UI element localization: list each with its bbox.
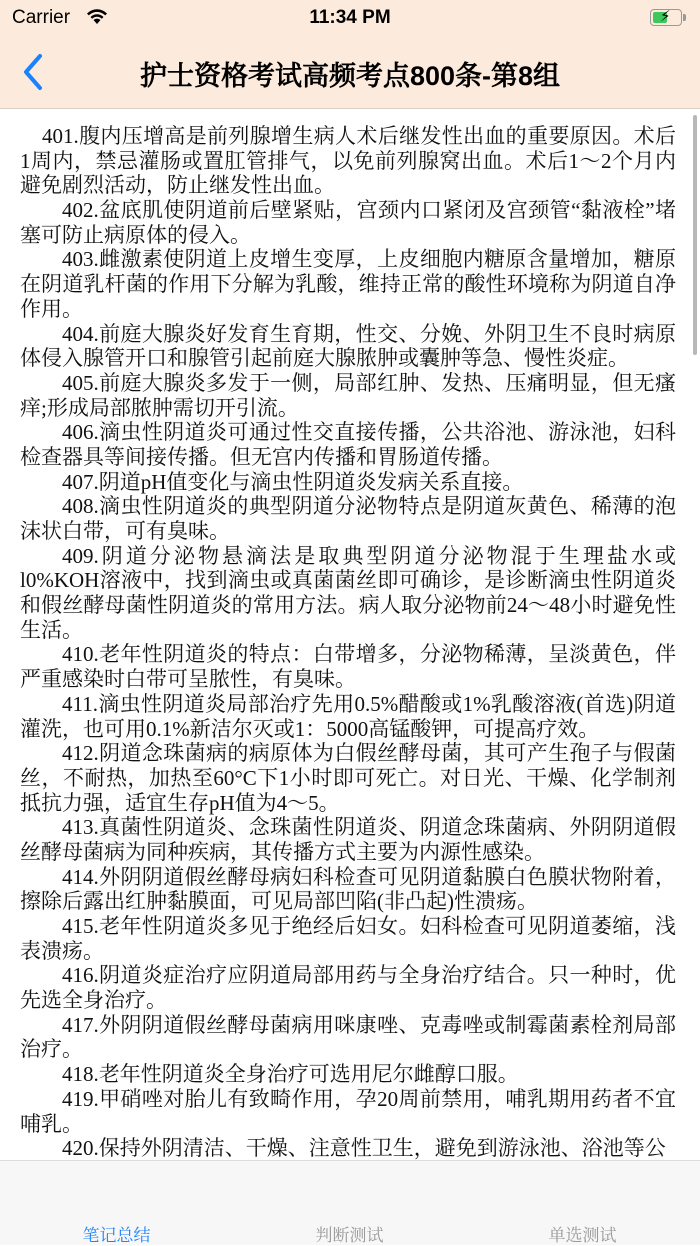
note-item: [20, 815, 676, 864]
note-item: [20, 420, 676, 469]
note-line: l0%KOH溶液中，找到滴虫或真菌菌丝即可确诊，是诊断滴虫性阴道炎: [20, 568, 676, 593]
note-line: 丝酵母菌病为同种疾病，其传播方式主要为内源性感染。: [20, 839, 545, 864]
note-item: [20, 692, 676, 741]
note-line: 抵抗力强，适宜生存pH值为4～5。: [20, 790, 340, 815]
note-item: [20, 371, 676, 420]
note-item: [20, 865, 676, 914]
note-line: 419.甲硝唑对胎儿有致畸作用，孕20周前禁用，哺乳期用药者不宜: [62, 1086, 676, 1111]
note-line: 哺乳。: [20, 1111, 83, 1136]
page-title: 护士资格考试高频考点800条-第8组: [139, 61, 561, 91]
note-line: 擦除后露出红肿黏膜面，可见局部凹陷(非凸起)性溃疡。: [20, 889, 538, 914]
notes-content[interactable]: [0, 109, 700, 1160]
clock: 11:34 PM: [309, 7, 391, 28]
note-line: 420.保持外阴清洁、干燥、注意性卫生，避免到游泳池、浴池等公: [62, 1136, 666, 1160]
note-line: 418.老年性阴道炎全身治疗可选用尼尔雌醇口服。: [62, 1062, 519, 1087]
note-line: 416.阴道炎症治疗应阴道局部用药与全身治疗结合。只一种时，优: [62, 963, 676, 988]
status-bar: [0, 0, 700, 36]
note-line: 严重感染时白带可呈脓性，有臭味。: [20, 667, 356, 692]
note-line: 411.滴虫性阴道炎局部治疗先用0.5%醋酸或1%乳酸溶液(首选)阴道: [62, 691, 676, 716]
note-line: 避免剧烈活动，防止继发性出血。: [20, 173, 335, 198]
note-item: [20, 963, 676, 1012]
note-line: 404.前庭大腺炎好发育生育期，性交、分娩、外阴卫生不良时病原: [62, 321, 676, 346]
note-line: 痒;形成局部脓肿需切开引流。: [20, 395, 299, 420]
battery-icon: ⚡: [650, 9, 682, 26]
note-item: [20, 741, 676, 815]
note-line: 407.阴道pH值变化与滴虫性阴道炎发病关系直接。: [62, 469, 524, 494]
note-item: [20, 247, 676, 321]
note-item: [20, 1136, 676, 1160]
note-line: 1周内，禁忌灌肠或置肛管排气，以免前列腺窝出血。术后1～2个月内: [20, 148, 676, 173]
note-line: 412.阴道念珠菌病的病原体为白假丝酵母菌，其可产生孢子与假菌: [62, 741, 676, 766]
note-line: 和假丝酵母菌性阴道炎的常用方法。病人取分泌物前24～48小时避免性: [20, 593, 676, 618]
note-item: [20, 470, 676, 495]
note-line: 405.前庭大腺炎多发于一侧，局部红肿、发热、压痛明显，但无瘙: [62, 370, 676, 395]
note-line: 塞可防止病原体的侵入。: [20, 222, 251, 247]
carrier-label: Carrier: [12, 7, 71, 28]
note-line: 413.真菌性阴道炎、念珠菌性阴道炎、阴道念珠菌病、外阴阴道假: [62, 815, 676, 840]
note-line: 417.外阴阴道假丝酵母菌病用咪康唑、克毒唑或制霉菌素栓剂局部: [62, 1012, 676, 1037]
note-line: 灌洗，也可用0.1%新洁尔灭或1：5000高锰酸钾，可提高疗效。: [20, 716, 600, 741]
note-line: 410.老年性阴道炎的特点：白带增多，分泌物稀薄，呈淡黄色，伴: [62, 642, 676, 667]
note-item: [20, 124, 676, 198]
tab-single-choice-test[interactable]: 单选测试: [548, 1226, 617, 1245]
note-line: 406.滴虫性阴道炎可通过性交直接传播，公共浴池、游泳池，妇科: [62, 420, 676, 445]
note-item: [20, 642, 676, 691]
navigation-header: [0, 0, 700, 109]
note-line: 401.腹内压增高是前列腺增生病人术后继发性出血的重要原因。术后: [42, 124, 676, 148]
note-item: [20, 1087, 676, 1136]
note-line: 作用。: [20, 296, 83, 321]
note-line: 丝，不耐热，加热至60°C下1小时即可死亡。对日光、干燥、化学制剂: [20, 765, 676, 790]
note-item: [20, 544, 676, 643]
scrollbar[interactable]: [693, 115, 697, 355]
note-item: [20, 198, 676, 247]
tab-true-false-test[interactable]: 判断测试: [315, 1226, 384, 1245]
note-line: 414.外阴阴道假丝酵母病妇科检查可见阴道黏膜白色膜状物附着，: [62, 864, 676, 889]
note-line: 体侵入腺管开口和腺管引起前庭大腺脓肿或囊肿等急、慢性炎症。: [20, 346, 629, 371]
tab-bar: [0, 1160, 700, 1245]
note-line: 治疗。: [20, 1037, 83, 1062]
note-item: [20, 914, 676, 963]
notes-text: [20, 124, 676, 1160]
note-line: 409.阴道分泌物悬滴法是取典型阴道分泌物混于生理盐水或: [62, 543, 676, 568]
note-item: [20, 1062, 676, 1087]
note-line: 415.老年性阴道炎多见于绝经后妇女。妇科检查可见阴道萎缩，浅: [62, 914, 676, 938]
note-item: [20, 494, 676, 543]
tab-notes-summary[interactable]: 笔记总结: [82, 1226, 151, 1245]
note-line: 403.雌激素使阴道上皮增生变厚，上皮细胞内糖原含量增加，糖原: [62, 247, 676, 272]
note-line: 沫状白带，可有臭味。: [20, 519, 230, 543]
note-line: 402.盆底肌使阴道前后壁紧贴，宫颈内口紧闭及宫颈管“黏液栓”堵: [62, 198, 676, 223]
note-line: 检查器具等间接传播。但无宫内传播和胃肠道传播。: [20, 444, 503, 469]
note-line: 先选全身治疗。: [20, 988, 167, 1013]
note-line: 在阴道乳杆菌的作用下分解为乳酸，维持正常的酸性环境称为阴道自净: [20, 272, 676, 297]
note-line: 表溃疡。: [20, 938, 104, 963]
note-item: [20, 322, 676, 371]
note-line: 生活。: [20, 617, 83, 642]
note-line: 408.滴虫性阴道炎的典型阴道分泌物特点是阴道灰黄色、稀薄的泡: [62, 494, 676, 519]
note-item: [20, 1013, 676, 1062]
